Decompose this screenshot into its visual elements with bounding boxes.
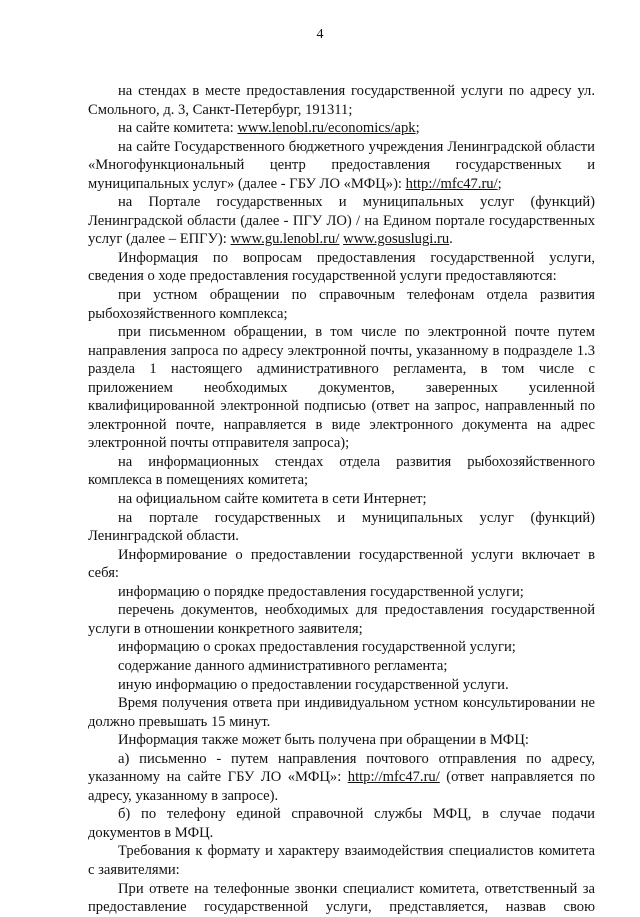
paragraph-text: При ответе на телефонные звонки специалист комитета, ответственный за предоставление государственной услуги, представляется, назвав свою — [88, 880, 595, 916]
paragraph — [88, 193, 595, 249]
paragraph-text: содержание данного административного регламента; — [118, 657, 448, 674]
paragraph-text: иную информацию о предоставлении государственной услуги. — [118, 676, 509, 693]
paragraph-text: на информационных стендах отдела развития рыбохозяйственного комплекса в помещениях комитета; — [88, 453, 595, 489]
document-body — [88, 82, 595, 917]
paragraph-text: на портале государственных и муниципальных услуг (функций) Ленинградской области. — [88, 509, 595, 545]
paragraph — [88, 750, 595, 806]
paragraph — [88, 490, 595, 509]
paragraph — [88, 509, 595, 546]
paragraph — [88, 880, 595, 917]
paragraph-text: на стендах в месте предоставления государственной услуги по адресу ул. Смольного, д. 3, Санкт-Петербург, 191311; — [88, 83, 595, 118]
paragraph — [88, 138, 595, 194]
paragraph — [88, 805, 595, 842]
hyperlink[interactable]: www.gu.lenobl.ru/ — [230, 231, 340, 248]
paragraph-text: на официальном сайте комитета в сети Интернет; — [118, 491, 427, 508]
paragraph — [88, 731, 595, 750]
paragraph-text: б) по телефону единой справочной службы МФЦ, в случае подачи документов в МФЦ. — [88, 806, 595, 841]
hyperlink[interactable]: http://mfc47.ru/ — [347, 769, 440, 786]
paragraph-text: информацию о порядке предоставления государственной услуги; — [118, 583, 524, 600]
paragraph-text: Время получения ответа при индивидуальном устном консультировании не должно превышать 15 минут. — [88, 695, 595, 730]
paragraph-text: Информирование о предоставлении государственной услуги включает в себя: — [88, 546, 595, 582]
paragraph — [88, 694, 595, 731]
paragraph — [88, 601, 595, 638]
paragraph-text: на Портале государственных и муниципальных услуг (функций) Ленинградской области (далее - ПГУ ЛО) / на Едином портале государственных услуг (далее – ЕПГУ): — [88, 194, 595, 248]
paragraph-text: Информация по вопросам предоставления государственной услуги, сведения о ходе предоставления государственной услуги предоставляются: — [88, 249, 595, 285]
page-number: 4 — [316, 27, 324, 42]
paragraph-text: . — [449, 231, 453, 248]
paragraph — [88, 638, 595, 657]
paragraph-text: при письменном обращении, в том числе по электронной почте путем направления запроса по адресу электронной почты, указанному в подразделе 1.3 раздела 1 настоящего административного регламента, в том числе с приложением необходимых документов, заверенных усиленной квалифицированной электронной подписью (ответ на запрос, направленный по электронной почте, направляется в виде электронного документа на адрес электронной почты отправителя запроса); — [88, 324, 595, 452]
paragraph-text: на сайте Государственного бюджетного учреждения Ленинградской области «Многофункциональный центр предоставления государственных и муниципальных услуг» (далее - ГБУ ЛО «МФЦ»): — [88, 138, 595, 192]
paragraph-text: при устном обращении по справочным телефонам отдела развития рыбохозяйственного комплекса; — [88, 287, 595, 322]
hyperlink[interactable]: www.gosuslugi.ru — [343, 231, 450, 248]
paragraph — [88, 119, 595, 138]
hyperlink[interactable]: www.lenobl.ru/economics/apk — [237, 120, 416, 137]
paragraph — [88, 546, 595, 583]
paragraph-text: а) письменно - путем направления почтового отправления по адресу, указанному на сайте ГБУ ЛО «МФЦ»: — [88, 750, 595, 786]
paragraph — [88, 249, 595, 286]
paragraph — [88, 842, 595, 879]
paragraph-text: Информация также может быть получена при обращении в МФЦ: — [118, 732, 529, 749]
paragraph — [88, 453, 595, 490]
paragraph-text: (ответ направляется по адресу, указанному в запросе). — [88, 769, 596, 804]
paragraph — [88, 676, 595, 695]
paragraph-text: ; — [415, 120, 420, 137]
paragraph-text: ; — [497, 175, 502, 192]
paragraph — [88, 323, 595, 453]
paragraph — [88, 82, 595, 119]
paragraph-text: перечень документов, необходимых для предоставления государственной услуги в отношении конкретного заявителя; — [88, 602, 595, 637]
paragraph-text: Требования к формату и характеру взаимодействия специалистов комитета с заявителями: — [88, 843, 595, 878]
paragraph — [88, 286, 595, 323]
paragraph — [88, 583, 595, 602]
paragraph-text: информацию о сроках предоставления государственной услуги; — [118, 639, 516, 656]
hyperlink[interactable]: http://mfc47.ru/ — [405, 175, 498, 192]
paragraph-text: на сайте комитета: — [118, 120, 238, 137]
paragraph — [88, 657, 595, 676]
